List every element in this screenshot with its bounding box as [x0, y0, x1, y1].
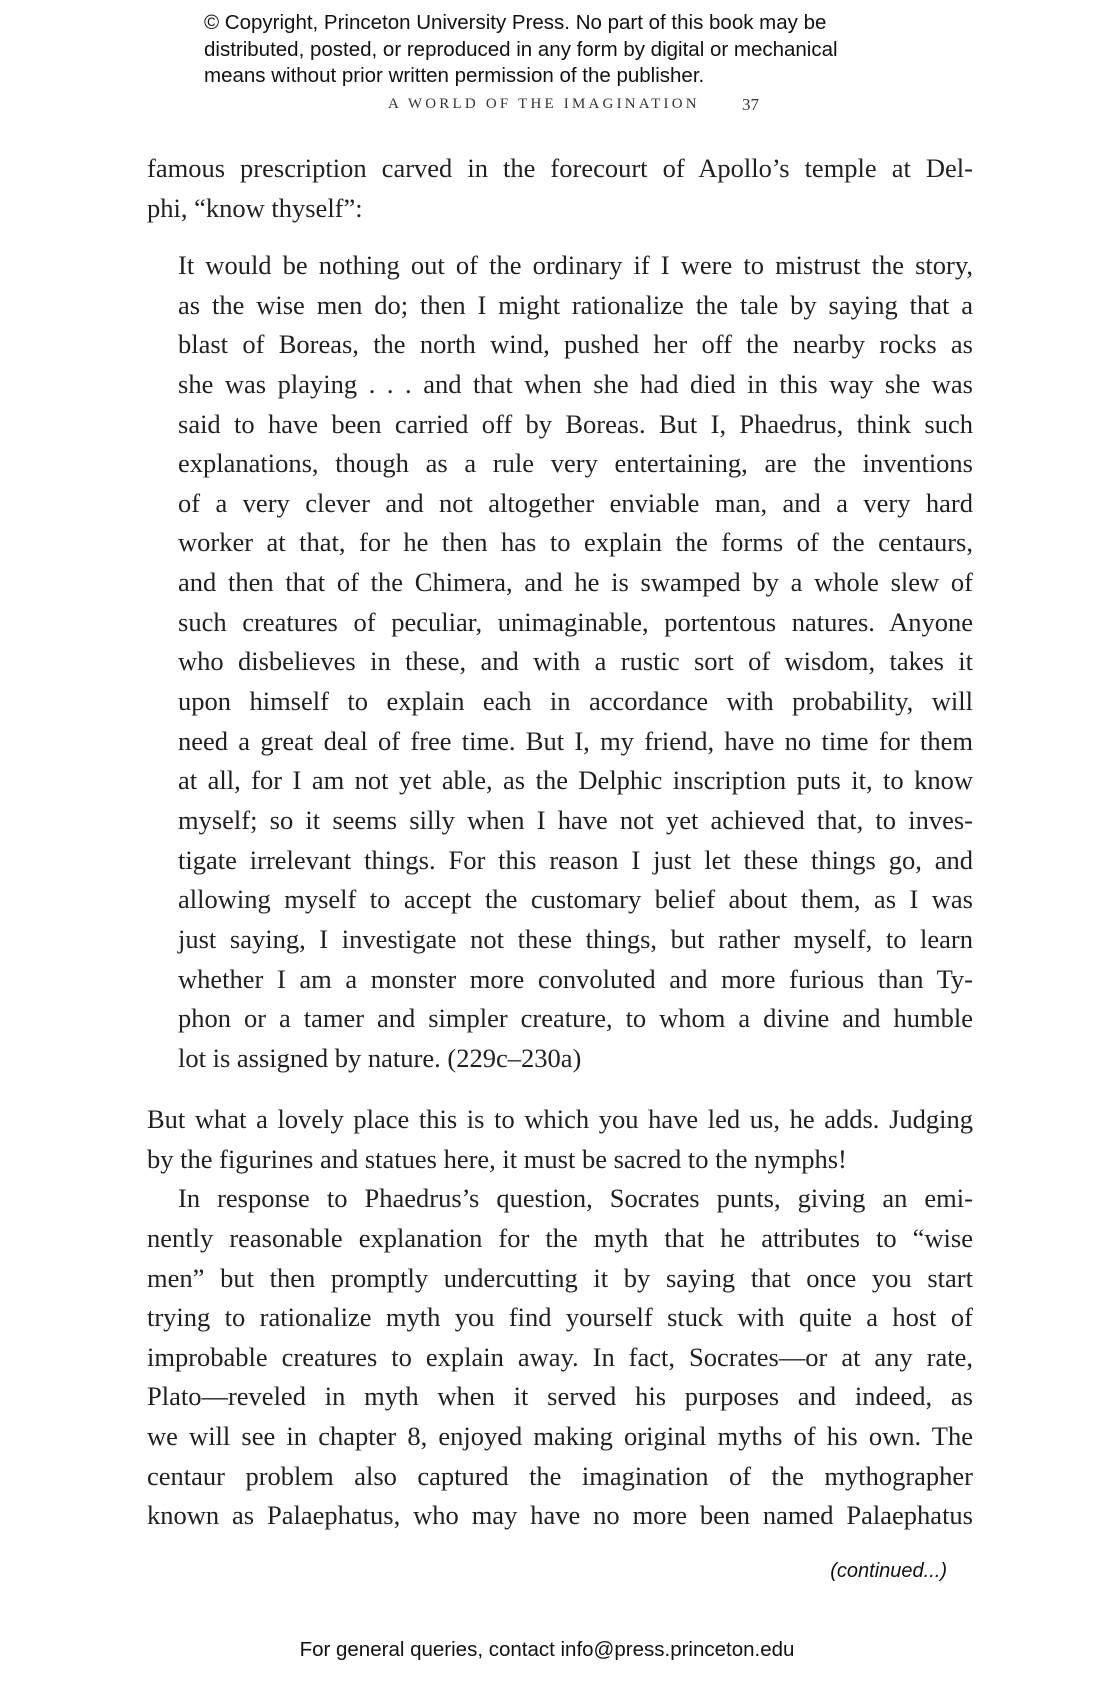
copyright-line: distributed, posted, or reproduced in any form by digital or mechanical [204, 37, 838, 61]
copyright-line: © Copyright, Princeton University Press. No part of this book may be [204, 11, 827, 34]
text-line: known as Palaephatus, who may have no more been named Palaephatus [147, 1500, 973, 1531]
text-line: famous prescription carved in the forecourt of Apollo’s temple at Del- [147, 153, 973, 183]
text-line: But what a lovely place this is to which you have led us, he adds. Judging [147, 1104, 973, 1134]
text-line: upon himself to explain each in accordance with probability, will [178, 686, 973, 717]
text-line: allowing myself to accept the customary belief about them, as I was [178, 884, 973, 915]
text-line: Plato—reveled in myth when it served his purposes and indeed, as [147, 1381, 973, 1412]
text-line: need a great deal of free time. But I, my friend, have no time for them [178, 725, 973, 756]
text-line: myself; so it seems silly when I have not yet achieved that, to inves- [178, 804, 973, 835]
text-line: phi, “know thyself”: [147, 192, 363, 223]
text-line: worker at that, for he then has to explain the forms of the centaurs, [178, 527, 973, 558]
text-line: of a very clever and not altogether enviable man, and a very hard [178, 487, 973, 518]
running-head-title: A WORLD OF THE IMAGINATION [388, 96, 700, 112]
text-line: just saying, I investigate not these things, but rather myself, to learn [178, 923, 973, 954]
text-line: It would be nothing out of the ordinary if I were to mistrust the story, [178, 250, 973, 280]
footer-contact: For general queries, contact info@press.princeton.edu [299, 1638, 795, 1661]
text-line: trying to rationalize myth you find yourself stuck with quite a host of [147, 1302, 973, 1333]
text-line: improbable creatures to explain away. In fact, Socrates—or at any rate, [147, 1341, 973, 1372]
paragraph-2-3 [147, 1100, 973, 1536]
page-number: 37 [742, 95, 759, 114]
text-line: we will see in chapter 8, enjoyed making original myths of his own. The [147, 1421, 973, 1452]
text-line: explanations, though as a rule very entertaining, are the inventions [178, 448, 973, 479]
text-line: phon or a tamer and simpler creature, to whom a divine and humble [178, 1003, 973, 1034]
text-line: blast of Boreas, the north wind, pushed her off the nearby rocks as [178, 329, 973, 360]
text-line: as the wise men do; then I might rationalize the tale by saying that a [178, 289, 973, 320]
text-line: such creatures of peculiar, unimaginable, portentous natures. Anyone [178, 606, 973, 637]
paragraph-1 [147, 149, 973, 228]
text-line: whether I am a monster more convoluted and more furious than Ty- [178, 963, 973, 994]
copyright-line: means without prior written permission of the publisher. [204, 64, 705, 87]
text-line: nently reasonable explanation for the myth that he attributes to “wise [147, 1222, 973, 1253]
text-line: said to have been carried off by Boreas. But I, Phaedrus, think such [178, 408, 973, 439]
text-line: by the figurines and statues here, it must be sacred to the nymphs! [147, 1143, 847, 1174]
copyright-notice [204, 10, 838, 90]
text-line: who disbelieves in these, and with a rustic sort of wisdom, takes it [178, 646, 973, 677]
text-line: centaur problem also captured the imagination of the mythographer [147, 1460, 973, 1491]
text-line: and then that of the Chimera, and he is swamped by a whole slew of [178, 567, 973, 598]
text-line: In response to Phaedrus’s question, Socrates punts, giving an emi- [178, 1183, 973, 1214]
text-line: men” but then promptly undercutting it by saying that once you start [147, 1262, 973, 1293]
continued-label: (continued...) [830, 1560, 947, 1582]
text-line: lot is assigned by nature. (229c–230a) [178, 1042, 582, 1073]
text-line: tigate irrelevant things. For this reason I just let these things go, and [178, 844, 973, 875]
block-quote [178, 246, 973, 1078]
text-line: at all, for I am not yet able, as the Delphic inscription puts it, to know [178, 765, 973, 796]
text-line: she was playing . . . and that when she had died in this way she was [178, 368, 973, 399]
